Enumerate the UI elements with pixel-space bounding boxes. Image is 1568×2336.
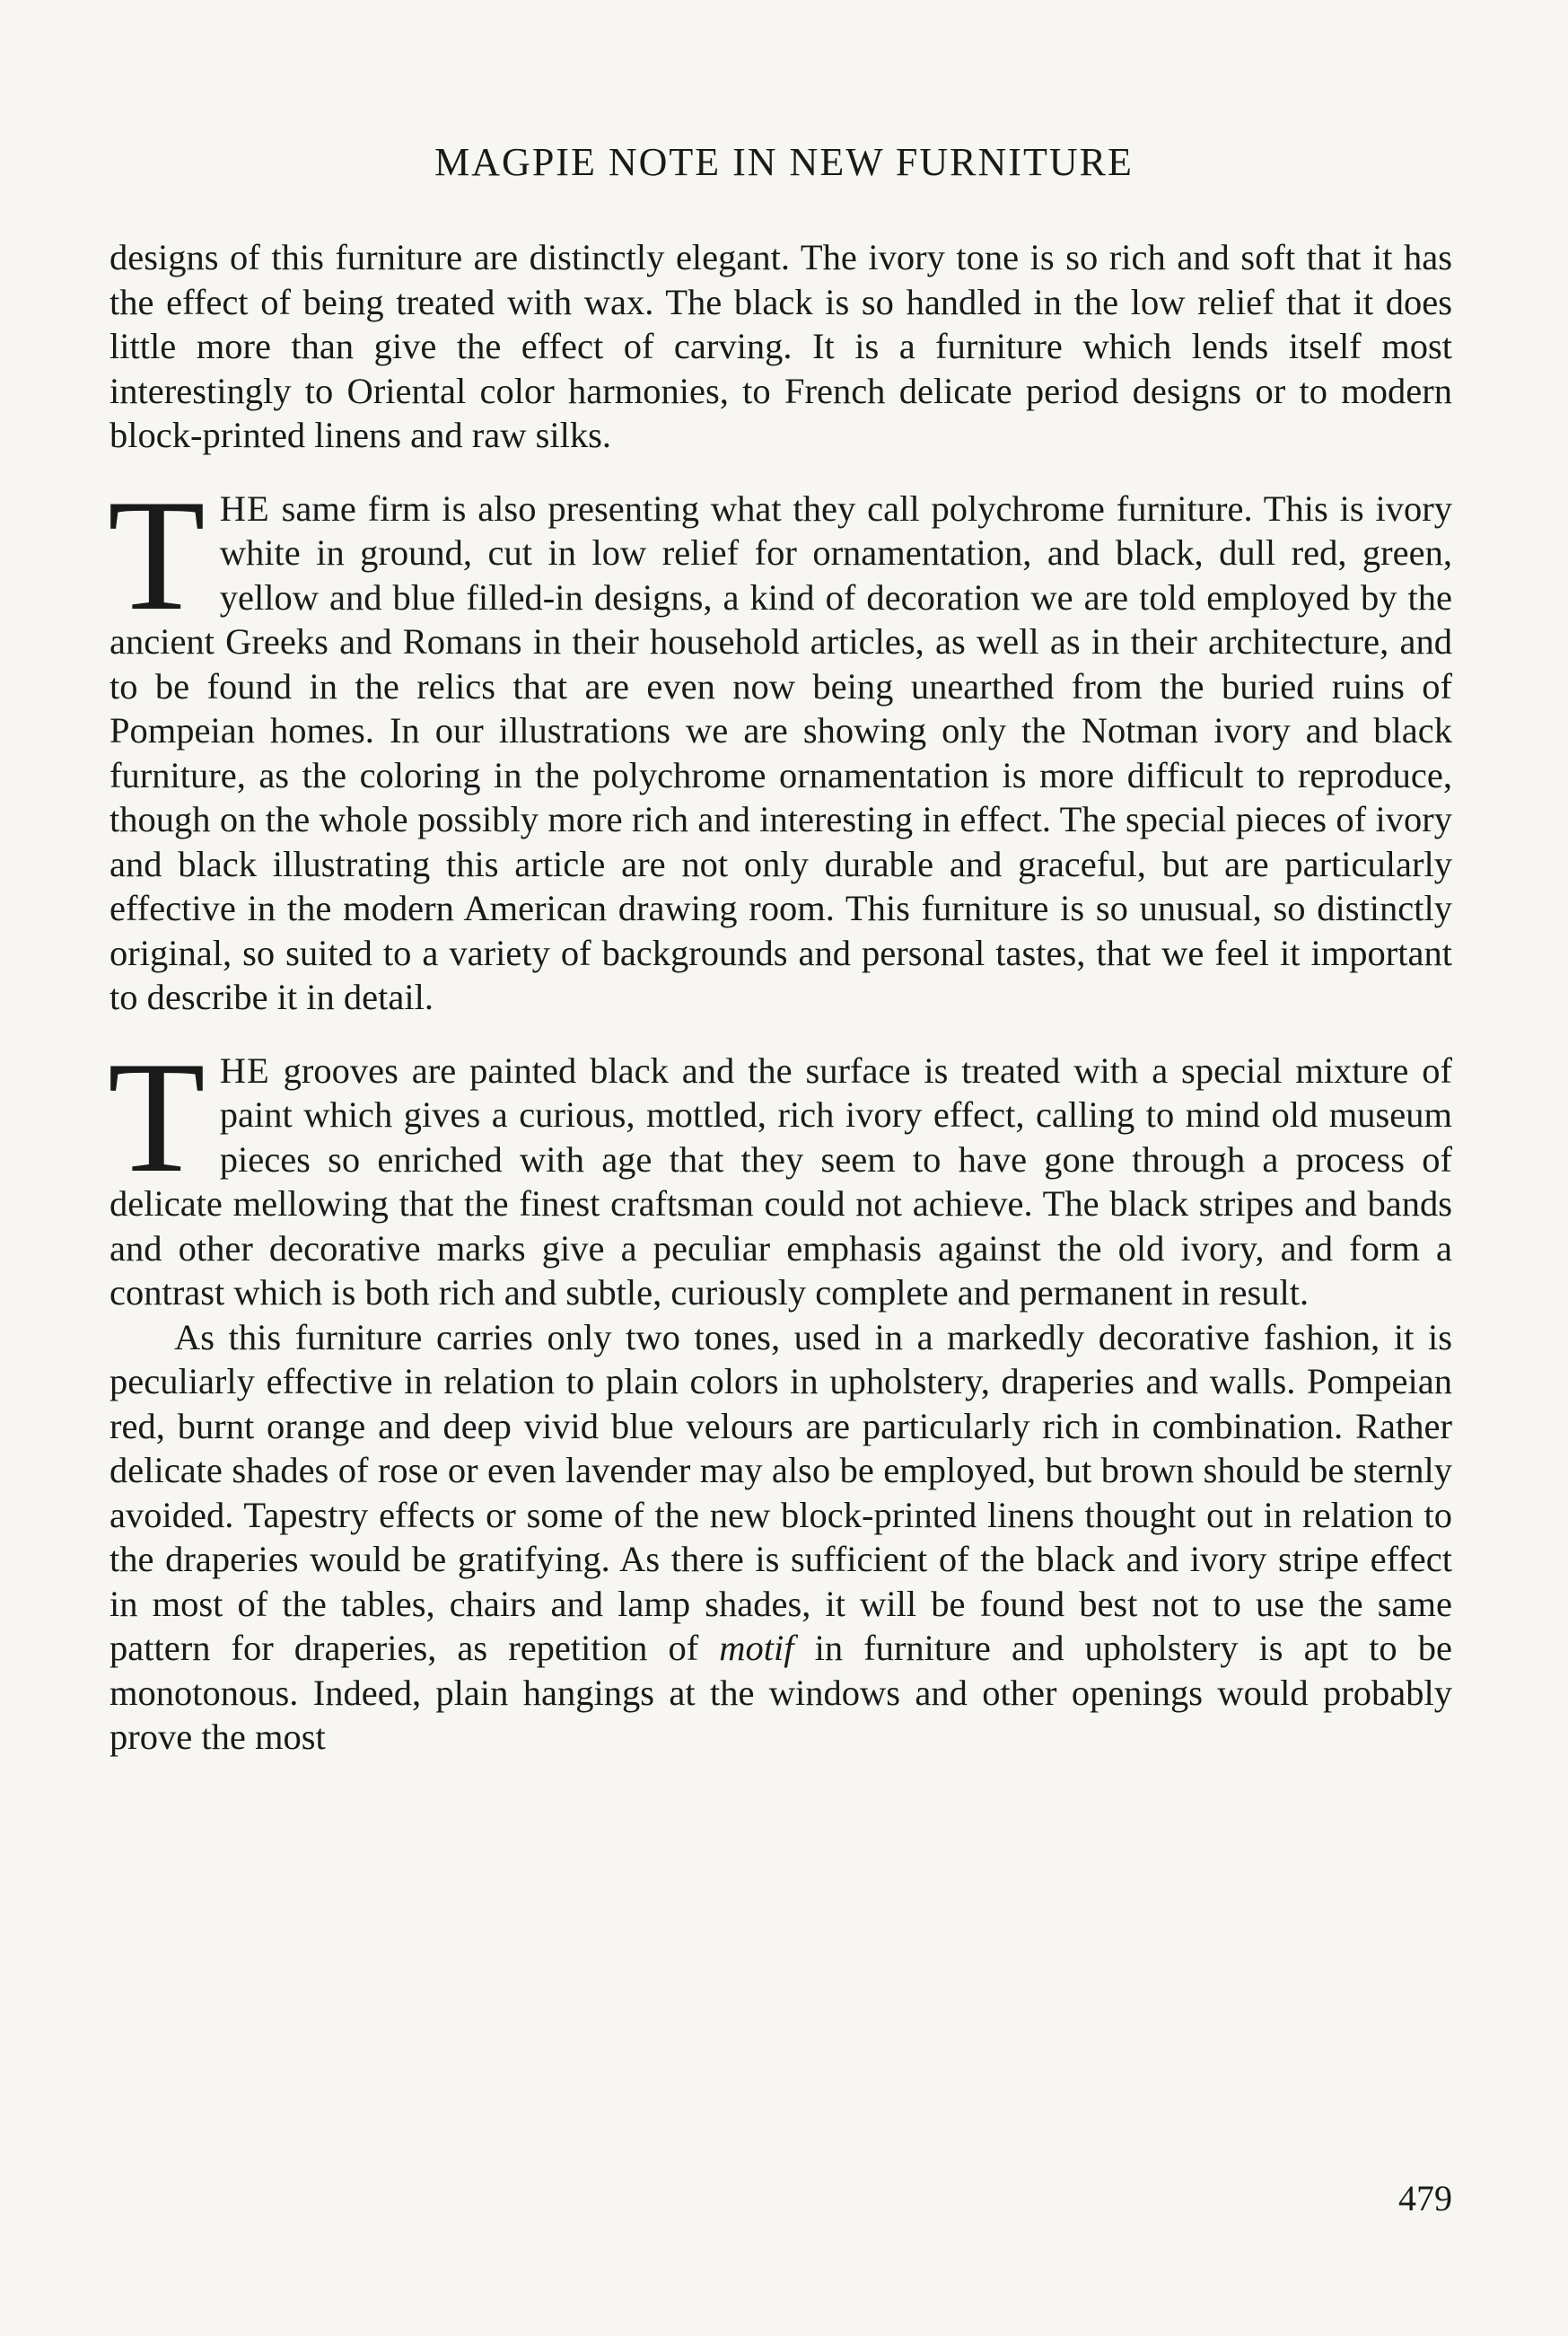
paragraph-1: designs of this furniture are distinctly elegant. The ivory tone is so rich and soft that it has the effect of being treated with wax. The black is so handled in the low relief that it does little more than give the effect of carving. It is a furniture which lends itself most interestingly to Oriental color harmonies, to French delicate period designs or to modern block-printed linens and raw silks.: [109, 237, 1452, 455]
page-number: 479: [1398, 2178, 1452, 2218]
paragraph-2-lead: HE: [219, 487, 270, 529]
paragraph-3-lead: HE: [219, 1049, 270, 1091]
paragraph-4-italic-word: motif: [719, 1628, 794, 1668]
paragraph-3-text: grooves are painted black and the surface is treated with a special mixture of paint which gives a curious, mottled, rich ivory effect, calling to mind old museum pieces so enriched with age that they seem to have gone through a process of delicate mellowing that the finest craftsman could not achieve. The black stripes and bands and other decorative marks give a peculiar emphasis against the old ivory, and form a contrast which is both rich and subtle, curiously complete and permanent in result.: [109, 1049, 1452, 1313]
drop-cap: T: [108, 1027, 206, 1206]
paragraph-3: [108, 1027, 1452, 1315]
article-body: [109, 235, 1452, 1760]
running-head: MAGPIE NOTE IN NEW FURNITURE: [434, 140, 1134, 184]
paragraph-4-text-b: in furniture and upholstery is apt to be monotonous. Indeed, plain hangings at the windows and other openings would probably prove the most: [109, 1628, 1452, 1757]
paragraph-2: [108, 465, 1452, 1020]
paragraph-4: [109, 1315, 1452, 1760]
paragraph-2-text: same firm is also presenting what they call polychrome furniture. This is ivory white in ground, cut in low relief for ornamentation, and black, dull red, green, yellow and blue filled-in designs, a kind of decoration we are told employed by the ancient Greeks and Romans in their household articles, as well as in their architecture, and to be found in the relics that are even now being unearthed from the buried ruins of Pompeian homes. In our illustrations we are showing only the Notman ivory and black furniture, as the coloring in the polychrome ornamentation is more difficult to reproduce, though on the whole possibly more rich and interesting in effect. The special pieces of ivory and black illustrating this article are not only durable and graceful, but are particularly effective in the modern American drawing room. This furniture is so unusual, so distinctly original, so suited to a variety of backgrounds and personal tastes, that we feel it important to describe it in detail.: [109, 487, 1452, 1017]
paragraph-4-text-a: As this furniture carries only two tones, used in a markedly decorative fashion, it is peculiarly effective in relation to plain colors in upholstery, draperies and walls. Pompeian red, burnt orange and deep vivid blue velours are particularly rich in combination. Rather delicate shades of rose or even lavender may also be employed, but brown should be sternly avoided. Tapestry effects or some of the new block-printed linens thought out in relation to the draperies would be gratifying. As there is sufficient of the black and ivory stripe effect in most of the tables, chairs and lamp shades, it will be found best not to use the same pattern for draperies, as repetition of: [109, 1316, 1452, 1668]
drop-cap: T: [108, 465, 206, 644]
